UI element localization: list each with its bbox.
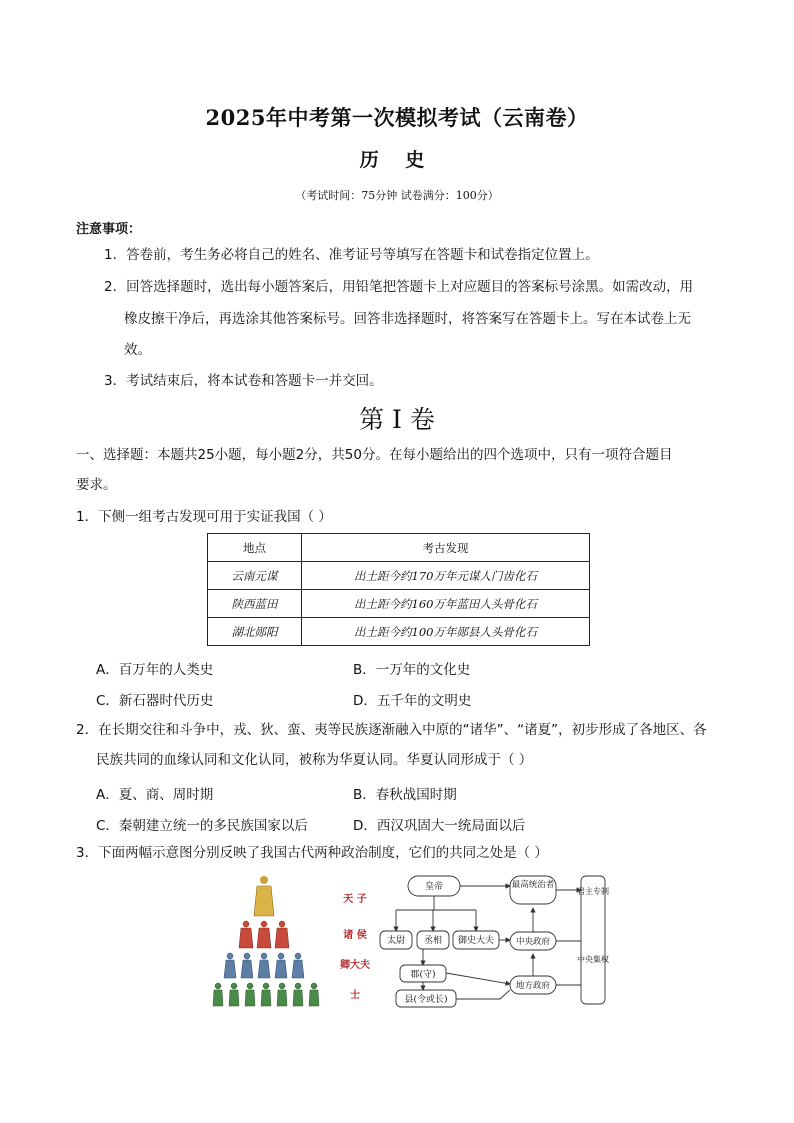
subject-title: 历 史 [359, 149, 435, 171]
node-jun-label: 郡(守) [410, 970, 436, 980]
page-title: 2025年中考第一次模拟考试（云南卷） [205, 105, 589, 130]
section-intro: 一、选择题：本题共25小题，每小题2分，共50分。在每小题给出的四个选项中，只有一项符合题目 [76, 447, 673, 463]
figure-lords-icon [239, 921, 289, 948]
label-tianzi: 天 子 [343, 894, 367, 905]
exam-info: （考试时间：75分钟 试卷满分：100分） [295, 189, 499, 202]
q2-option-a: A．夏、商、周时期 [96, 787, 214, 803]
label-zhuhou: 诸 侯 [343, 930, 367, 941]
node-emperor-label: 皇帝 [424, 882, 444, 892]
notice-item-3: 3．考试结束后，将本试卷和答题卡一并交回。 [104, 373, 383, 389]
label-shi: 士 [350, 990, 360, 1001]
node-local-label: 地方政府 [515, 981, 551, 991]
q2-option-b: B．春秋战国时期 [353, 787, 457, 803]
node-xian-label: 县(令或长) [404, 995, 448, 1005]
notice-item-2-end: 效。 [124, 342, 151, 358]
notice-item-2-cont: 橡皮擦干净后，再选涂其他答案标号。回答非选择题时，将答案写在答题卡上。写在本试卷上无 [124, 311, 691, 327]
table-cell: 出土距今约170万年元谋人门齿化石 [302, 562, 590, 590]
table-header: 地点 [208, 534, 302, 562]
pyramid-figures [213, 876, 319, 1006]
q1-stem: 1．下侧一组考古发现可用于实证我国（ ） [76, 509, 332, 525]
table-cell: 云南元谋 [208, 562, 302, 590]
figure-king-icon [254, 876, 274, 916]
section-intro-cont: 要求。 [76, 477, 117, 493]
q3-diagrams [210, 872, 610, 1012]
node-yushi-label: 御史大夫 [457, 936, 495, 946]
q1-option-a: A．百万年的人类史 [96, 662, 214, 678]
node-taiwei-label: 太尉 [386, 936, 406, 946]
table-header: 考古发现 [302, 534, 590, 562]
notice-item-2: 2．回答选择题时，选出每小题答案后，用铅笔把答题卡上对应题目的答案标号涂黑。如需改动，用 [104, 279, 694, 295]
q2-option-d: D．西汉巩固大一统局面以后 [353, 818, 526, 834]
table-cell: 出土距今约160万年蓝田人头骨化石 [302, 590, 590, 618]
figure-ministers-icon [224, 953, 304, 978]
side-bottom-label: 中央集权 [577, 955, 609, 964]
q1-option-b: B．一万年的文化史 [353, 662, 471, 678]
q2-stem-cont: 民族共同的血缘认同和文化认同，被称为华夏认同。华夏认同形成于（ ） [96, 752, 533, 768]
node-central-label: 中央政府 [515, 937, 551, 947]
table-row [208, 590, 590, 618]
node-chengxiang-label: 丞相 [423, 936, 443, 946]
figure-scholars-icon [213, 983, 319, 1006]
table-row [208, 618, 590, 646]
q3-stem: 3．下面两幅示意图分别反映了我国古代两种政治制度，它们的共同之处是（ ） [76, 845, 548, 861]
table-header-row [208, 534, 590, 562]
label-qingdafu: 卿大夫 [340, 960, 370, 971]
section-title: 第 I 卷 [359, 405, 435, 434]
table-cell: 出土距今约100万年郧县人头骨化石 [302, 618, 590, 646]
notice-heading: 注意事项： [76, 222, 142, 237]
notice-item-1: 1．答卷前，考生务必将自己的姓名、准考证号等填写在答题卡和试卷指定位置上。 [104, 247, 599, 263]
q2-stem: 2．在长期交往和斗争中，戎、狄、蛮、夷等民族逐渐融入中原的“诸华”、“诸夏”，初步形成了各地区、各 [76, 722, 707, 738]
table-cell: 陕西蓝田 [208, 590, 302, 618]
q1-option-d: D．五千年的文明史 [353, 693, 472, 709]
table-row [208, 562, 590, 590]
q1-option-c: C．新石器时代历史 [96, 693, 214, 709]
q2-option-c: C．秦朝建立统一的多民族国家以后 [96, 818, 308, 834]
table-cell: 湖北郧阳 [208, 618, 302, 646]
q1-table [207, 533, 590, 646]
node-ruler-label: 最高统治者 [511, 880, 555, 890]
side-top-label: 君主专制 [577, 887, 609, 896]
